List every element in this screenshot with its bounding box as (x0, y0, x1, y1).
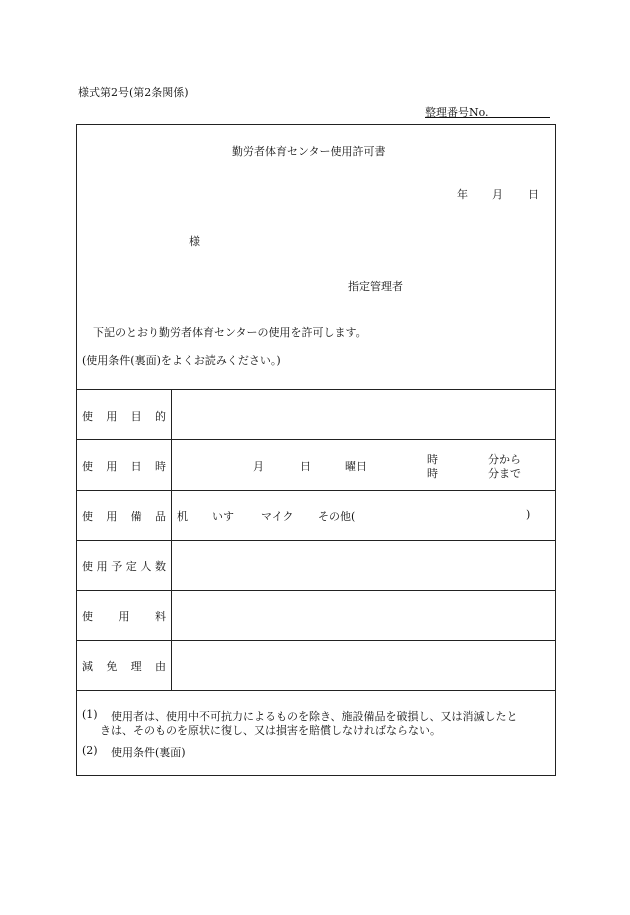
label-character: 用 (106, 460, 118, 473)
issuer-label: 指定管理者 (348, 280, 403, 293)
datetime-day: 日 (300, 460, 311, 473)
label-character: 由 (154, 660, 166, 673)
label-character: 定 (125, 560, 137, 573)
usage-fee-label (82, 608, 166, 624)
datetime-month: 月 (253, 460, 264, 473)
label-character: 時 (154, 460, 166, 473)
label-character: 理 (130, 660, 142, 673)
equipment-microphone: マイク (261, 510, 294, 523)
exemption-reason-label (82, 658, 166, 674)
label-character: 用 (118, 610, 130, 623)
expected-attendance-label (82, 558, 166, 574)
label-character: 使 (82, 560, 93, 573)
label-character: 使 (82, 510, 93, 523)
column-divider (171, 389, 172, 690)
equipment-chair: いす (212, 510, 234, 523)
reference-number-label: 整理番号No. (425, 106, 489, 119)
permit-statement: 下記のとおり勤労者体育センターの使用を許可します。 (93, 326, 367, 339)
date-year-label: 年 (457, 188, 468, 201)
form-title: 勤労者体育センター使用許可書 (232, 145, 386, 158)
datetime-weekday: 曜日 (345, 460, 367, 473)
label-character: 用 (96, 560, 108, 573)
addressee-suffix: 様 (189, 235, 200, 248)
label-character: 用 (106, 410, 118, 423)
form-code: 様式第2号(第2条関係) (78, 86, 189, 99)
label-character: 日 (130, 460, 142, 473)
label-character: 予 (111, 560, 123, 573)
purpose-label (82, 408, 166, 424)
label-character: 料 (155, 610, 166, 623)
datetime-min-from: 分から (488, 453, 521, 466)
reference-number-underline (425, 117, 550, 118)
row-divider (76, 439, 556, 440)
label-character: 的 (154, 410, 166, 423)
label-character: 備 (130, 510, 142, 523)
label-character: 免 (106, 660, 118, 673)
row-divider (76, 490, 556, 491)
datetime-hour-from: 時 (427, 453, 438, 466)
row-divider (76, 690, 556, 691)
label-character: 使 (82, 410, 93, 423)
footnote-1-line-1: 使用者は、使用中不可抗力によるものを除き、施設備品を破損し、又は消滅したと (111, 710, 518, 723)
label-character: 品 (154, 510, 166, 523)
row-divider (76, 590, 556, 591)
equipment-other-close: ) (526, 508, 531, 521)
label-character: 使 (82, 460, 93, 473)
datetime-min-to: 分まで (488, 467, 521, 480)
date-day-label: 日 (528, 188, 539, 201)
equipment-other: その他( (318, 510, 356, 523)
label-character: 目 (130, 410, 142, 423)
equipment-desk: 机 (177, 510, 188, 523)
datetime-hour-to: 時 (427, 467, 438, 480)
row-divider (76, 640, 556, 641)
label-character: 人 (140, 560, 152, 573)
datetime-label (82, 458, 166, 474)
label-character: 使 (82, 610, 93, 623)
footnote-2-marker: (2) (82, 744, 98, 757)
equipment-label (82, 508, 166, 524)
label-character: 用 (106, 510, 118, 523)
label-character: 数 (154, 560, 166, 573)
footnote-2-text: 使用条件(裏面) (111, 746, 186, 759)
label-character: 減 (82, 660, 93, 673)
read-conditions-note: (使用条件(裏面)をよくお読みください。) (82, 354, 281, 367)
row-divider (76, 540, 556, 541)
permit-form-frame (76, 124, 556, 776)
date-month-label: 月 (492, 188, 503, 201)
row-divider (76, 389, 556, 390)
footnote-1-line-2: きは、そのものを原状に復し、又は損害を賠償しなければならない。 (100, 724, 441, 737)
footnote-1-marker: (1) (82, 708, 98, 721)
